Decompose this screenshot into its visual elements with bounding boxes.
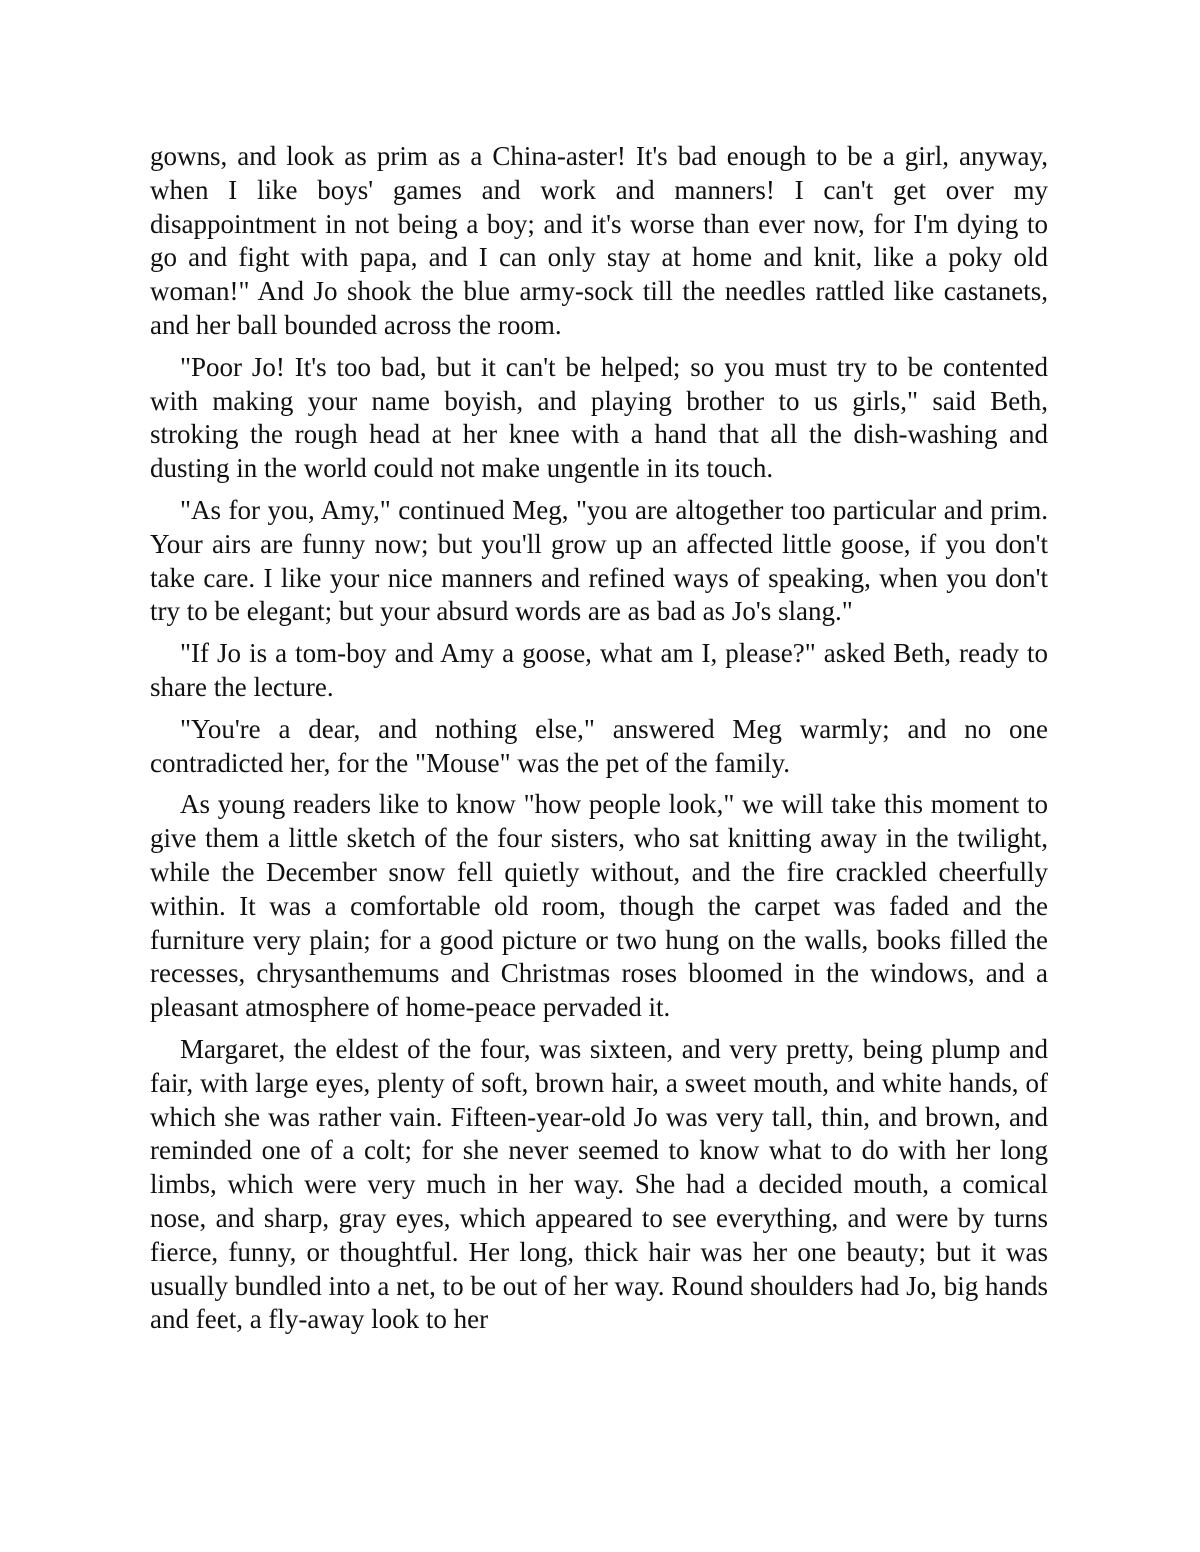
paragraph-room-description: As young readers like to know "how people look," we will take this moment to give them a little sketch of the four sisters, who sat knitting away in the twilight, while the December snow fell quietly without, and the fire crackled cheerfully within. It was a comfortable old room, though the carpet was faded and the furniture very plain; for a good picture or two hung on the walls, books filled the recesses, chrysanthemums and Christmas roses bloomed in the windows, and a pleasant atmosphere of home-peace pervaded it. [150, 789, 1048, 1023]
book-page-text [150, 140, 1048, 1345]
paragraph-sisters-description: Margaret, the eldest of the four, was sixteen, and very pretty, being plump and fair, with large eyes, plenty of soft, brown hair, a sweet mouth, and white hands, of which she was rather vain. Fifteen-year-old Jo was very tall, thin, and brown, and reminded one of a colt; for she never seemed to know what to do with her long limbs, which were very much in her way. She had a decided mouth, a comical nose, and sharp, gray eyes, which appeared to see everything, and were by turns fierce, funny, or thoughtful. Her long, thick hair was her one beauty; but it was usually bundled into a net, to be out of her way. Round shoulders had Jo, big hands and feet, a fly-away look to her [150, 1033, 1048, 1335]
paragraph-beth-asks: "If Jo is a tom-boy and Amy a goose, what am I, please?" asked Beth, ready to share the lecture. [150, 638, 1048, 702]
paragraph-continued: gowns, and look as prim as a China-aster! It's bad enough to be a girl, anyway, when I like boys' games and work and manners! I can't get over my disappointment in not being a boy; and it's worse than ever now, for I'm dying to go and fight with papa, and I can only stay at home and knit, like a poky old woman!" And Jo shook the blue army-sock till the needles rattled like castanets, and her ball bounded across the room. [150, 141, 1048, 340]
paragraph-meg-to-amy: "As for you, Amy," continued Meg, "you are altogether too particular and prim. Your airs are funny now; but you'll grow up an affected little goose, if you don't take care. I like your nice manners and refined ways of speaking, when you don't try to be elegant; but your absurd words are as bad as Jo's slang." [150, 494, 1048, 627]
paragraph-meg-answers: "You're a dear, and nothing else," answered Meg warmly; and no one contradicted her, for the "Mouse" was the pet of the family. [150, 713, 1048, 778]
paragraph-beth-poor-jo: "Poor Jo! It's too bad, but it can't be helped; so you must try to be contented with making your name boyish, and playing brother to us girls," said Beth, stroking the rough head at her knee with a hand that all the dish-washing and dusting in the world could not make ungentle in its touch. [150, 351, 1048, 484]
